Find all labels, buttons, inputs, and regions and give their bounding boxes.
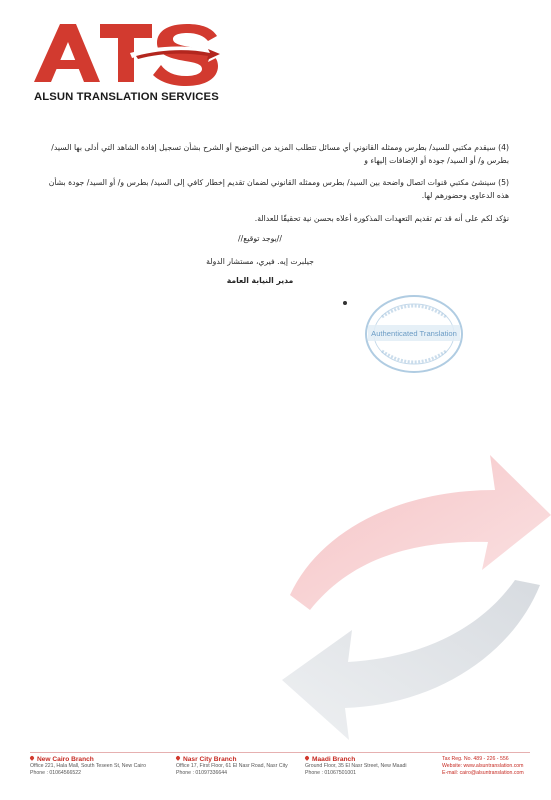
branch-address: Ground Floor, 35 El Nasr Street, New Maadi (305, 763, 407, 769)
tax-registration: Tax Reg. No. 489 - 226 - 556 (442, 756, 509, 762)
watermark-arrows-icon (250, 450, 551, 740)
signature-note: //يوجد توقيع// (238, 234, 282, 243)
branch-phone: Phone : 01067501001 (305, 770, 357, 776)
branch-nasr-city (176, 756, 288, 777)
branch-new-cairo (30, 756, 146, 777)
paragraph-4: (4) سيقدم مكتبي للسيد/ بطرس وممثله القانوني أي مسائل تتطلب المزيد من التوضيح أو الشرح بشأن تسجيل إفادة الشاهد التي أدلى بها السيد/ بطرس و/ أو السيد/ جودة أو الإضافات إليهاء و (51, 143, 509, 165)
company-logo (34, 20, 224, 106)
footer (30, 756, 540, 796)
closing-statement: نؤكد لكم على أنه قد تم تقديم التعهدات المذكورة أعلاه بحسن نية تحقيقًا للعدالة. (254, 214, 509, 223)
location-pin-icon (304, 755, 310, 761)
email-link[interactable]: E-mail: cairo@alsuntranslation.com (442, 770, 524, 776)
company-name: ALSUN TRANSLATION SERVICES (34, 91, 219, 103)
branch-address: Office 221, Hala Mall, South Teseen St, New Cairo (30, 763, 147, 769)
branch-name: New Cairo Branch (37, 756, 94, 763)
website-link[interactable]: Website: www.alsuntranslation.com (442, 763, 524, 769)
location-pin-icon (175, 755, 181, 761)
branch-address: Office 17, First Floor, 61 El Nasr Road, Nasr City (176, 763, 288, 769)
footer-divider (30, 752, 530, 753)
branch-phone: Phone : 01064566522 (30, 770, 82, 776)
location-pin-icon (29, 755, 35, 761)
signatory-name: جيلبرت إيه. فيري، مستشار الدولة (206, 257, 314, 266)
paragraph-5: (5) سينشئ مكتبي قنوات اتصال واضحة بين السيد/ بطرس وممثله القانوني لضمان تقديم إخطار كافي إلى السيد/ بطرس و/ أو السيد/ جودة بشأن هذه الدعاوى وحضورهم لها. (48, 178, 509, 200)
stamp-label: Authenticated Translation (371, 329, 457, 338)
branch-maadi (305, 756, 407, 777)
ink-dot (343, 301, 347, 305)
branch-phone: Phone : 01097336644 (176, 770, 228, 776)
authentication-stamp-icon (362, 291, 466, 377)
signatory-title: مدير النيابة العامة (226, 276, 294, 285)
branch-name: Nasr City Branch (183, 756, 237, 763)
ats-logo-icon (34, 20, 224, 90)
branch-name: Maadi Branch (312, 756, 356, 763)
contact-info (442, 756, 524, 777)
letter-body (39, 141, 509, 234)
